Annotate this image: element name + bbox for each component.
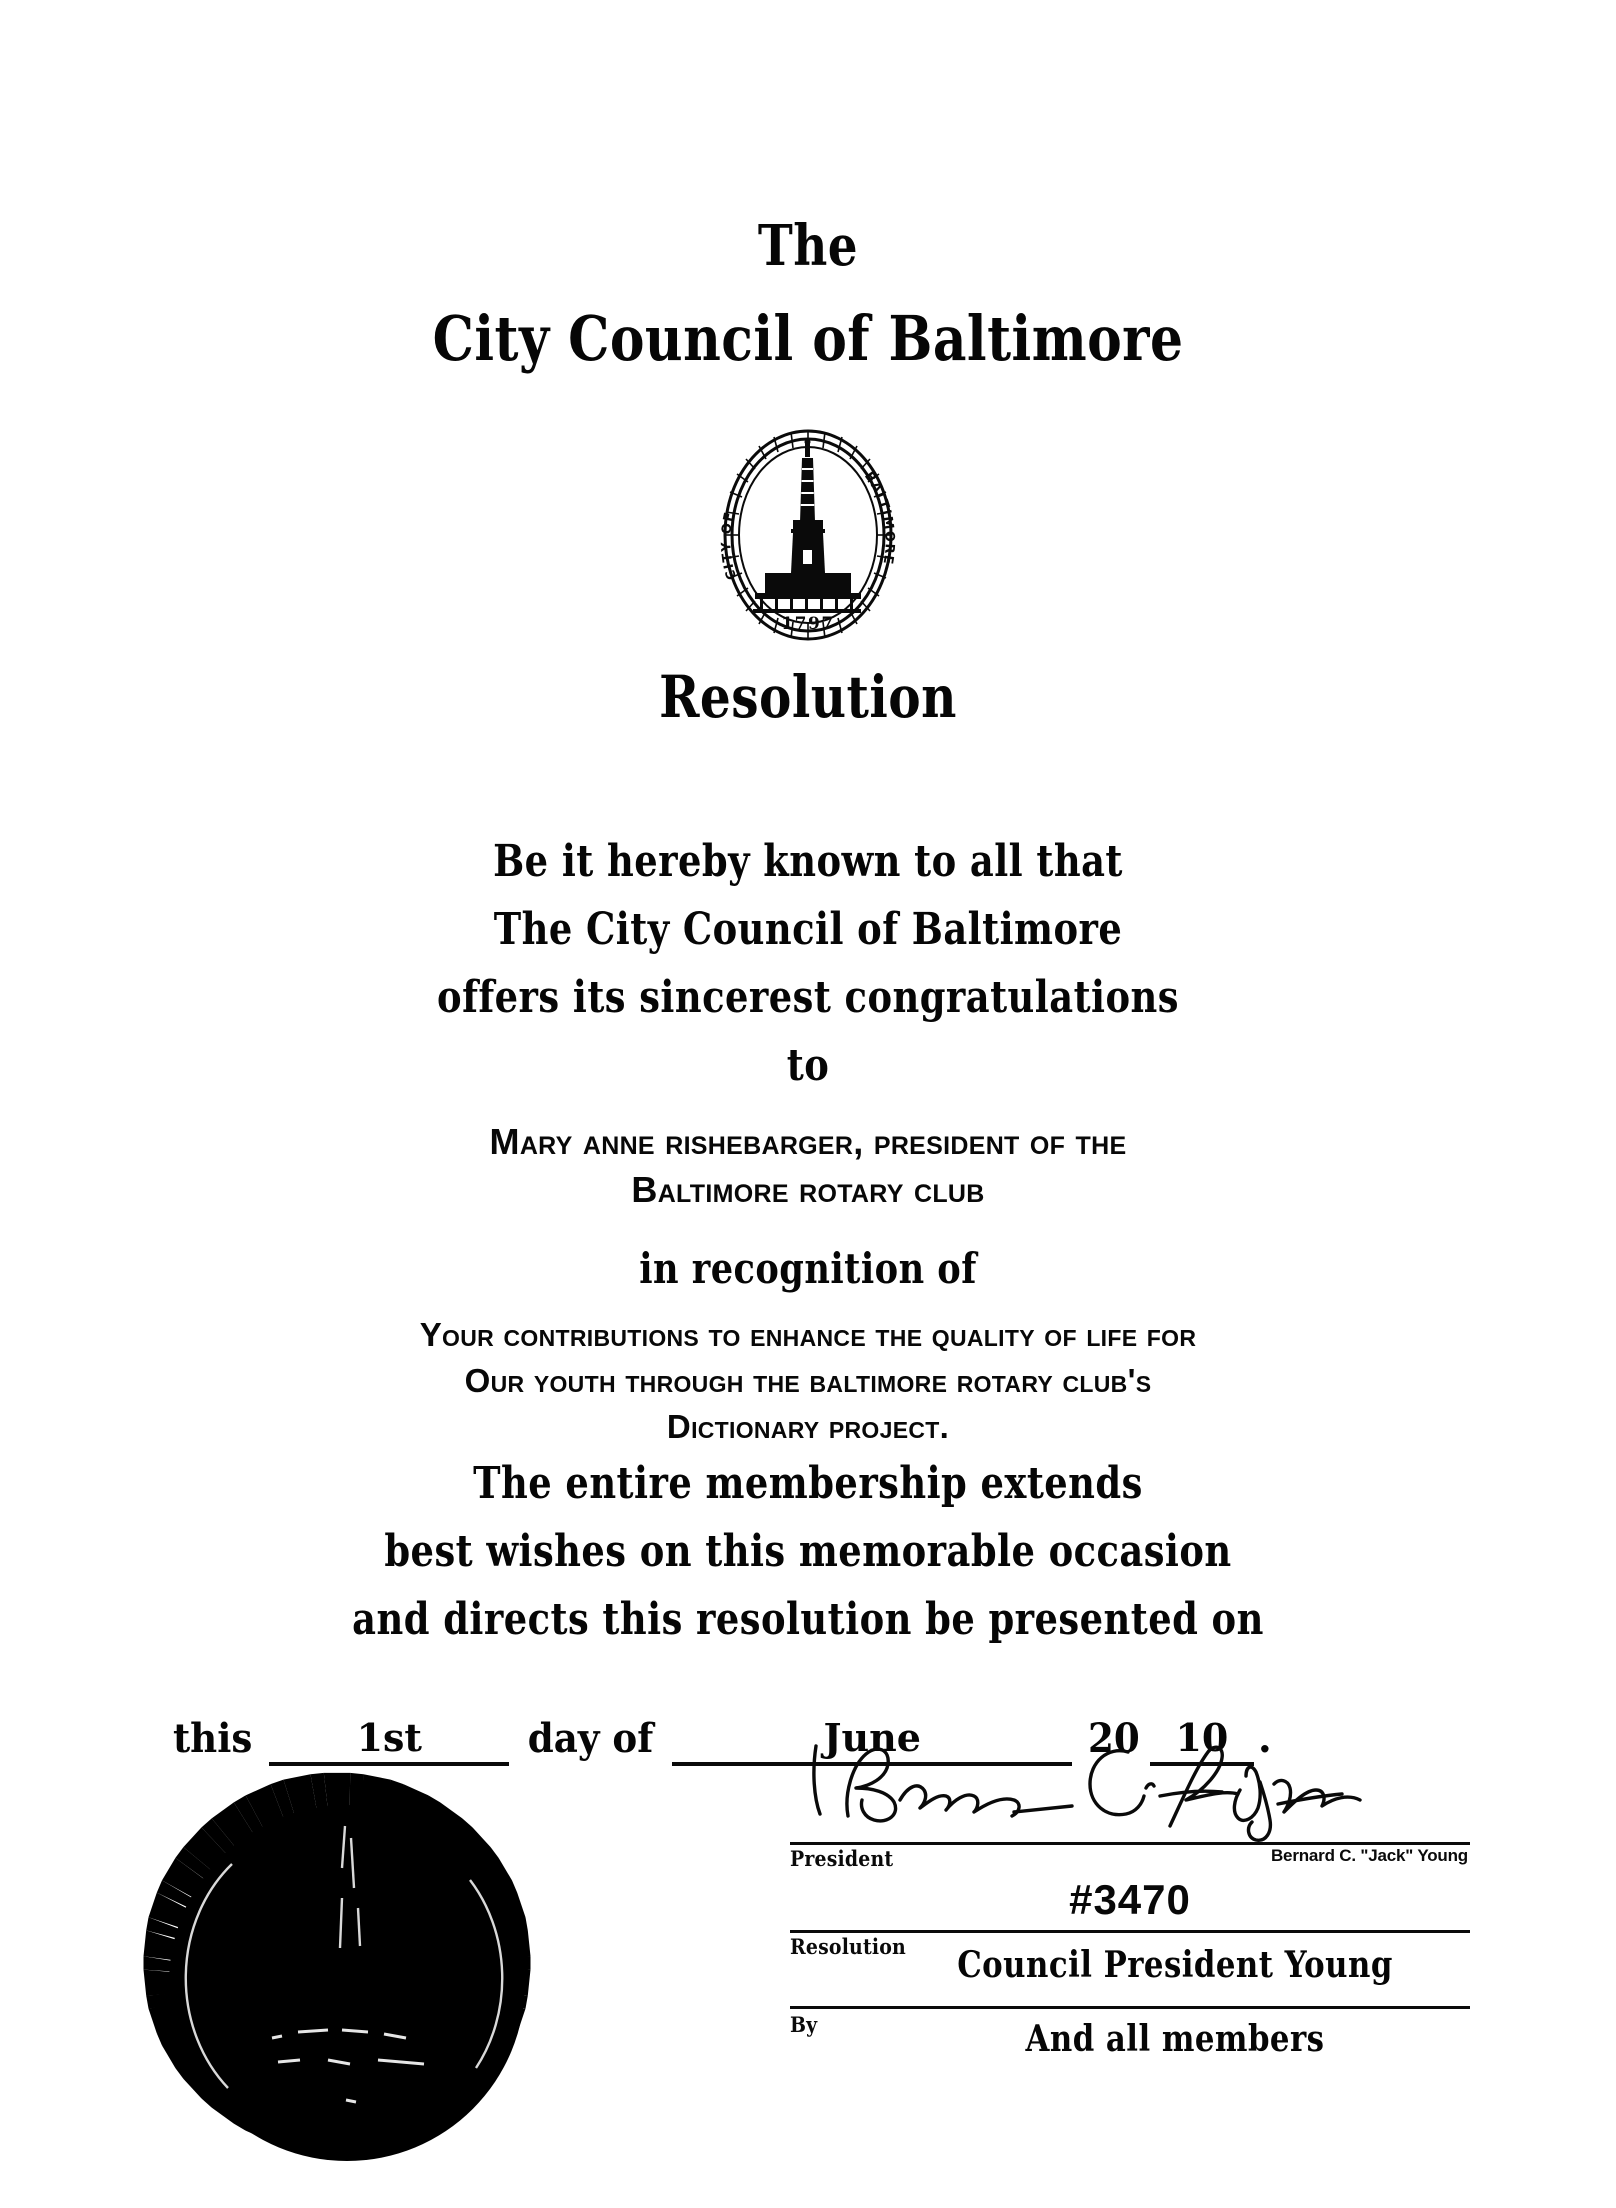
citation-line: Our youth through the baltimore rotary club's <box>464 1362 1152 1399</box>
date-century-label: 20 <box>1088 1715 1140 1762</box>
svg-text:1797: 1797 <box>781 614 835 634</box>
president-caption: President <box>790 1846 894 1871</box>
signature-block <box>790 1780 1470 2060</box>
date-this-label: this <box>172 1715 253 1762</box>
body-text-block <box>140 828 1476 1100</box>
resolution-heading: Resolution <box>659 663 957 731</box>
city-of-baltimore-seal-icon <box>703 410 913 660</box>
resolution-row <box>790 1930 1470 2006</box>
by-value: And all members <box>1025 2018 1325 2060</box>
body-line: Be it hereby known to all that <box>493 836 1123 887</box>
citation-line: Your contributions to enhance the quality of life for <box>419 1316 1197 1353</box>
by-rule <box>790 2006 1470 2009</box>
by-row <box>790 2006 1470 2082</box>
svg-text:BALTIMORE: BALTIMORE <box>860 469 897 567</box>
president-signature-rule <box>790 1842 1470 1845</box>
closing-line: and directs this resolution be presented on <box>352 1594 1264 1645</box>
resolution-rule <box>790 1930 1470 1933</box>
date-day-of-label: day of <box>528 1715 654 1762</box>
president-signature-row <box>790 1780 1470 1871</box>
date-year-field[interactable]: 10 <box>1150 1716 1254 1766</box>
honoree-line: Baltimore rotary club <box>631 1169 985 1210</box>
page-title-the: The <box>757 213 859 279</box>
citation-line: Dictionary project. <box>666 1408 950 1445</box>
closing-line: The entire membership extends <box>473 1458 1143 1509</box>
by-caption: By <box>790 2012 818 2037</box>
resolution-number: #3470 <box>1069 1876 1191 1923</box>
date-day-field[interactable]: 1st <box>269 1716 509 1766</box>
date-month-field[interactable]: June <box>672 1716 1072 1766</box>
date-line <box>170 1686 1470 1766</box>
citation-block <box>120 1312 1496 1450</box>
embossed-city-seal-icon <box>132 1768 562 2198</box>
body-line: offers its sincerest congratulations <box>437 972 1179 1023</box>
resolution-value: Council President Young <box>957 1944 1393 1986</box>
body-line: to <box>786 1040 830 1091</box>
closing-line: best wishes on this memorable occasion <box>384 1526 1232 1577</box>
closing-text-block <box>140 1450 1476 1654</box>
svg-text:CITY OF: CITY OF <box>719 509 741 582</box>
honoree-block <box>150 1118 1466 1214</box>
body-line: The City Council of Baltimore <box>493 904 1123 955</box>
page-title-city-council: City Council of Baltimore <box>432 302 1184 375</box>
honoree-line: Mary anne rishebarger, president of the <box>489 1121 1127 1162</box>
date-period: . <box>1257 1715 1272 1762</box>
recognition-heading: in recognition of <box>639 1244 977 1293</box>
resolution-caption: Resolution <box>790 1934 906 1959</box>
president-printed-name: Bernard C. "Jack" Young <box>1270 1846 1468 1865</box>
